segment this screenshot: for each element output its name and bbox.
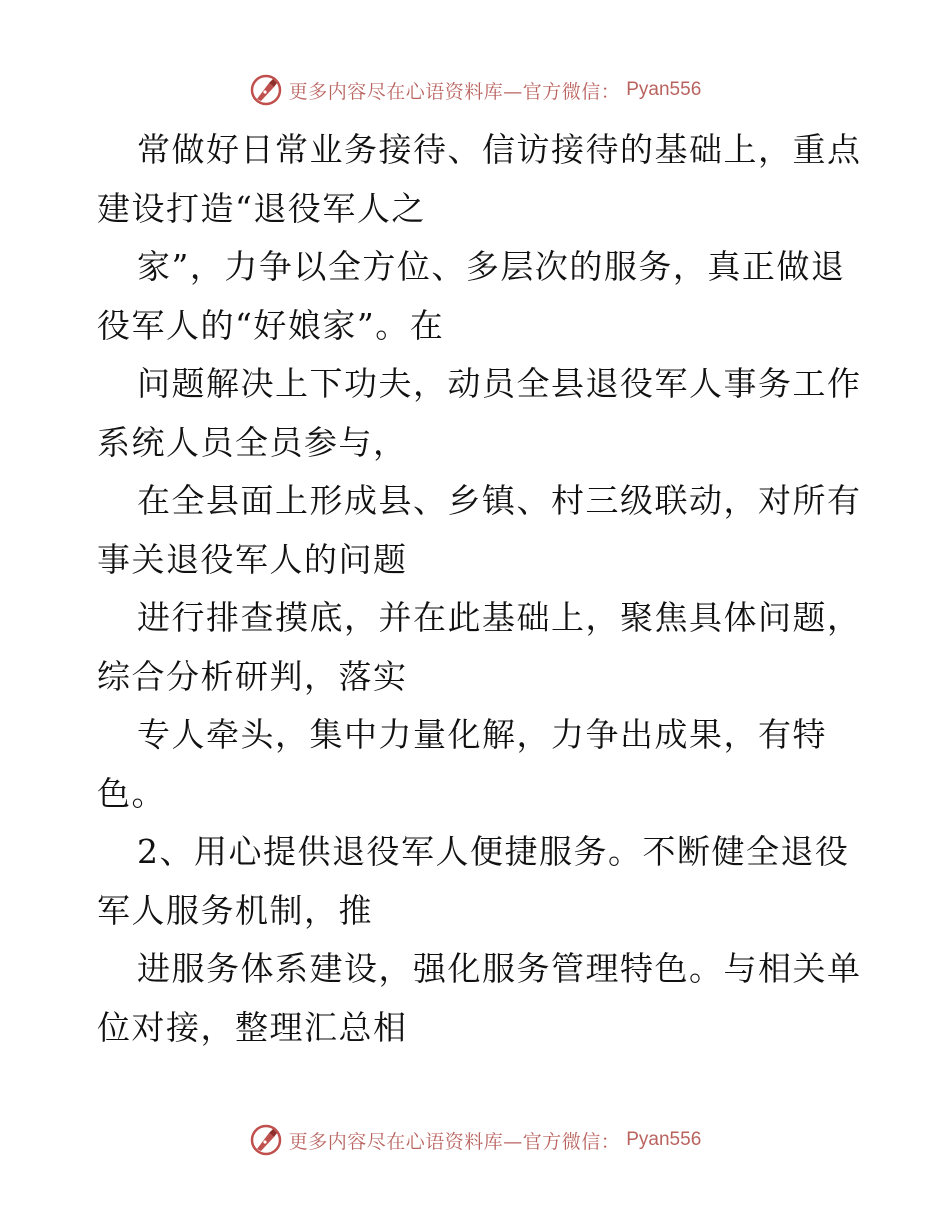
paragraph-line: 专人牵头，集中力量化解，力争出成果，有特 [137, 715, 827, 754]
paragraph [97, 823, 857, 940]
watermark-handle: Pyan556 [626, 79, 702, 100]
document-body [97, 121, 862, 1057]
watermark-handle: Pyan556 [626, 1129, 702, 1150]
paragraph [97, 706, 857, 823]
paragraph-line: 综合分析研判，落实 [97, 656, 408, 696]
paragraph-line: 家”，力争以全方位、多层次的服务，真正做退 [137, 247, 846, 286]
paragraph-line: 常做好日常业务接待、信访接待的基础上，重点 [137, 130, 862, 169]
paragraph-line: 进服务体系建设，强化服务管理特色。与相关单 [137, 949, 862, 988]
paragraph-line: 役军人的“好娘家”。在 [97, 305, 445, 345]
pen-nib-logo-icon [249, 1123, 283, 1157]
paragraph-line: 进行排查摸底，并在此基础上，聚焦具体问题， [137, 598, 862, 637]
paragraph [97, 238, 857, 355]
watermark-text: 更多内容尽在心语资料库—官方微信： [288, 1130, 621, 1153]
paragraph-line: 系统人员全员参与， [97, 422, 408, 462]
paragraph-line: 建设打造“退役军人之 [97, 188, 426, 228]
paragraph [97, 121, 862, 238]
paragraph-line: 事关退役军人的问题 [97, 539, 408, 579]
paragraph-line: 在全县面上形成县、乡镇、村三级联动，对所有 [137, 481, 862, 520]
pen-nib-logo-icon [249, 73, 283, 107]
footer-watermark [0, 1120, 950, 1160]
paragraph [97, 940, 862, 1057]
paragraph [97, 589, 862, 706]
paragraph-line: 问题解决上下功夫，动员全县退役军人事务工作 [137, 364, 862, 403]
watermark-text: 更多内容尽在心语资料库—官方微信： [288, 80, 621, 103]
paragraph-line: 位对接，整理汇总相 [97, 1007, 408, 1047]
paragraph [97, 472, 862, 589]
paragraph-line: 2、用心提供退役军人便捷服务。不断健全退役 [137, 832, 850, 871]
paragraph [97, 355, 862, 472]
paragraph-line: 色。 [97, 773, 166, 813]
paragraph-line: 军人服务机制，推 [97, 890, 373, 930]
header-watermark [0, 70, 950, 110]
